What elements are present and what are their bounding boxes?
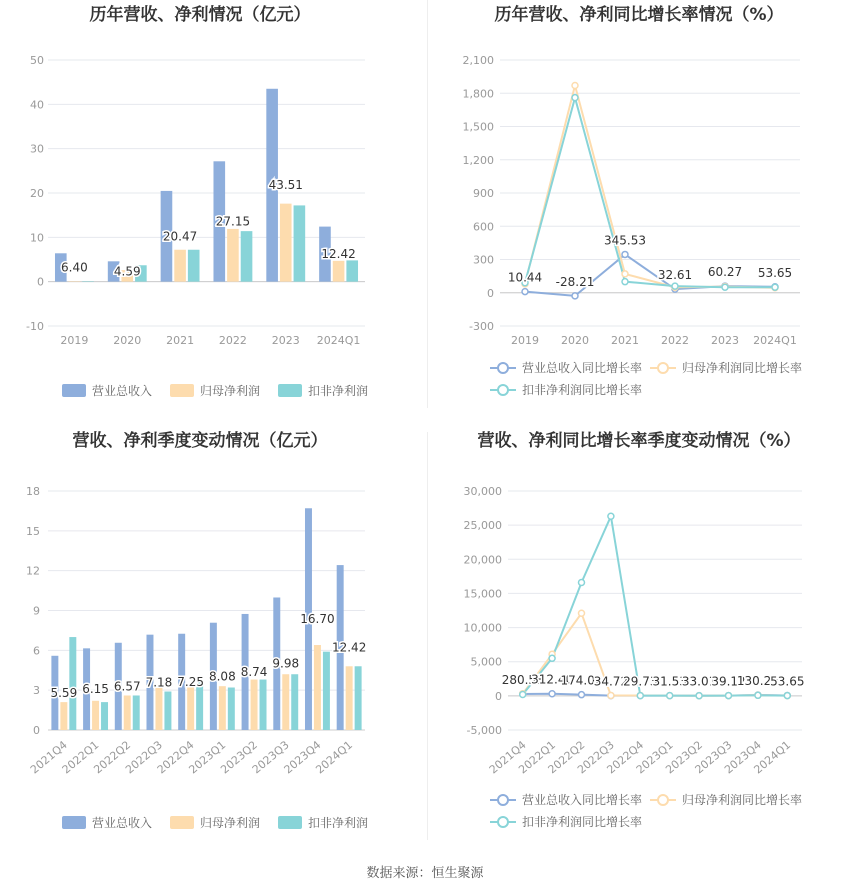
panel-annual-growth: [428, 0, 850, 420]
legend-label: 扣非净利润: [308, 816, 369, 830]
bar-net-profit: [60, 702, 67, 730]
x-tick-label: 2023Q4: [722, 738, 764, 777]
bar-net-profit: [69, 281, 81, 282]
data-label: 312.40: [531, 672, 574, 687]
x-tick-label: 2021Q4: [27, 738, 70, 777]
data-point: [522, 289, 528, 295]
y-tick-label: 18: [26, 485, 40, 498]
bar-net-profit: [314, 645, 321, 730]
bar-net-profit: [282, 674, 289, 730]
legend-swatch: [62, 816, 86, 829]
y-tick-label: 900: [473, 187, 494, 200]
bar-deducted-profit: [164, 691, 171, 730]
data-label: 4.59: [113, 264, 141, 279]
x-tick-label: 2023Q1: [633, 738, 676, 777]
x-tick-label: 2023: [271, 334, 300, 347]
bar-deducted-profit: [346, 260, 358, 281]
x-tick-label: 2024Q1: [753, 334, 797, 347]
panel-quarterly-growth: [428, 420, 850, 850]
data-point: [572, 82, 578, 88]
bar-net-profit: [280, 204, 292, 282]
data-label: 174.02: [560, 673, 603, 688]
y-tick-label: 1,800: [462, 87, 494, 101]
y-tick-label: -300: [469, 320, 494, 333]
bar-deducted-profit: [133, 695, 140, 730]
data-point: [572, 95, 578, 101]
data-label: 280.53: [501, 672, 544, 687]
y-tick-label: 15: [26, 524, 40, 538]
series-line: [525, 85, 775, 287]
data-point: [579, 610, 585, 616]
y-tick-label: 40: [30, 98, 44, 112]
bar-deducted-profit: [294, 205, 306, 281]
x-tick-label: 2022Q3: [123, 738, 165, 777]
legend-label: 营业总收入同比增长率: [522, 793, 643, 807]
data-label: -28.21: [555, 274, 595, 289]
annual-values-chart: [0, 0, 425, 420]
bar-net-profit: [92, 701, 99, 730]
x-tick-label: 2024Q1: [313, 738, 356, 777]
chart-title: 营收、净利同比增长率季度变动情况（%）: [477, 431, 801, 451]
legend-label: 扣非净利润: [308, 384, 369, 398]
x-tick-label: 2023Q2: [218, 738, 260, 777]
y-tick-label: 6: [33, 644, 40, 658]
bar-net-profit: [333, 261, 345, 282]
data-label: 8.08: [208, 669, 236, 684]
x-tick-label: 2022Q1: [59, 738, 102, 777]
data-label: 10.44: [507, 270, 543, 285]
y-tick-label: 5,000: [470, 655, 502, 669]
legend-label: 归母净利润同比增长率: [682, 793, 803, 807]
bar-deducted-profit: [323, 652, 330, 730]
legend-marker: [658, 363, 668, 373]
y-tick-label: 15,000: [463, 587, 502, 601]
x-tick-label: 2023Q1: [186, 738, 229, 777]
data-point: [667, 693, 673, 699]
data-point: [726, 693, 732, 699]
y-tick-label: 300: [473, 253, 494, 267]
data-label: 6.15: [82, 682, 109, 697]
bar-net-profit: [187, 688, 194, 730]
data-point: [637, 693, 643, 699]
data-label: 53.65: [757, 265, 793, 280]
y-tick-label: 25,000: [463, 519, 502, 533]
x-tick-label: 2023Q2: [663, 738, 706, 777]
data-point: [672, 283, 678, 289]
y-tick-label: 1,200: [462, 153, 494, 167]
x-tick-label: 2019: [60, 334, 89, 347]
y-tick-label: 1,500: [462, 120, 494, 134]
y-tick-label: 9: [33, 604, 40, 618]
quarterly-values-chart: [0, 420, 425, 850]
x-tick-label: 2023Q4: [281, 738, 324, 777]
data-point: [755, 692, 761, 698]
legend-swatch: [278, 384, 302, 397]
legend-swatch: [278, 816, 302, 829]
x-tick-label: 2024Q1: [316, 334, 361, 347]
data-point: [579, 580, 585, 586]
bar-net-profit: [219, 686, 226, 730]
data-point: [549, 655, 555, 661]
bar-deducted-profit: [101, 702, 108, 730]
y-tick-label: 0: [495, 689, 502, 703]
legend-label: 归母净利润: [200, 816, 261, 830]
bar-net-profit: [346, 666, 353, 730]
y-tick-label: 12: [26, 564, 40, 578]
data-label: 8.74: [240, 664, 268, 679]
y-tick-label: 0: [33, 724, 40, 737]
data-point: [784, 693, 790, 699]
data-point: [572, 293, 578, 299]
legend-label: 营业总收入: [92, 384, 153, 398]
y-tick-label: 10,000: [463, 621, 502, 635]
x-tick-label: 2023Q3: [249, 738, 292, 777]
data-label: 7.25: [177, 674, 205, 689]
legend-marker: [658, 795, 668, 805]
bar-deducted-profit: [188, 250, 200, 282]
data-label: 130.23: [736, 673, 779, 688]
y-tick-label: 20: [30, 187, 44, 200]
x-tick-label: 2021Q4: [486, 738, 529, 777]
bar-deducted-profit: [355, 666, 362, 730]
data-point: [622, 279, 628, 285]
data-label: 12.42: [331, 640, 367, 655]
bar-net-profit: [227, 229, 239, 282]
x-tick-label: 2020: [561, 334, 589, 347]
x-tick-label: 2023: [711, 334, 739, 347]
data-label: 16.70: [300, 612, 335, 627]
bar-deducted-profit: [69, 637, 76, 730]
x-tick-label: 2024Q1: [751, 738, 794, 777]
y-tick-label: 30: [30, 142, 44, 156]
x-tick-label: 2022: [218, 334, 247, 347]
x-tick-label: 2022: [661, 334, 689, 347]
x-tick-label: 2022Q4: [604, 738, 647, 777]
legend-swatch: [170, 384, 194, 397]
panel-annual-values: [0, 0, 425, 420]
legend-label: 归母净利润: [200, 384, 261, 398]
x-tick-label: 2020: [113, 334, 142, 347]
y-tick-label: 600: [473, 220, 494, 234]
data-label: 31.53: [652, 674, 687, 689]
data-label: 32.61: [657, 268, 693, 283]
data-point: [622, 251, 628, 257]
y-tick-label: -5,000: [466, 724, 502, 737]
legend-marker: [498, 385, 508, 395]
data-label: 29.73: [623, 674, 658, 689]
data-label: 34.72: [593, 674, 629, 689]
series-line: [523, 516, 788, 695]
data-label: 27.15: [215, 214, 251, 229]
chart-title: 营收、净利季度变动情况（亿元）: [72, 431, 328, 451]
data-label: 9.98: [272, 656, 300, 671]
quarterly-growth-chart: [428, 420, 850, 850]
legend-label: 归母净利润同比增长率: [682, 361, 803, 375]
data-label: 20.47: [162, 229, 198, 244]
y-tick-label: 50: [30, 54, 44, 67]
x-tick-label: 2022Q2: [91, 738, 134, 777]
data-label: 5.59: [50, 685, 78, 700]
annual-growth-chart: [428, 0, 850, 420]
panel-quarterly-values: [0, 420, 425, 850]
data-point: [696, 693, 702, 699]
data-point: [608, 513, 614, 519]
legend-marker: [498, 817, 508, 827]
data-label: 60.27: [707, 265, 743, 280]
legend-label: 营业总收入: [92, 816, 153, 830]
data-point: [622, 271, 628, 277]
data-label: 12.42: [321, 247, 356, 262]
legend-swatch: [62, 384, 86, 397]
legend-label: 扣非净利润同比增长率: [522, 383, 643, 397]
chart-title: 历年营收、净利同比增长率情况（%）: [494, 5, 784, 25]
bar-net-profit: [124, 695, 131, 730]
data-point: [520, 691, 526, 697]
x-tick-label: 2022Q4: [154, 738, 197, 777]
legend-marker: [498, 363, 508, 373]
data-point: [772, 284, 778, 290]
y-tick-label: 0: [37, 275, 44, 289]
data-label: 7.18: [145, 675, 173, 690]
y-tick-label: 20,000: [463, 553, 502, 567]
data-label: 39.12: [711, 674, 746, 689]
data-label: 6.40: [61, 260, 88, 275]
data-source-note: 数据来源：恒生聚源: [366, 866, 484, 881]
y-tick-label: 30,000: [463, 485, 502, 498]
bar-deducted-profit: [228, 688, 235, 730]
bar-deducted-profit: [241, 231, 253, 282]
data-label: 345.53: [604, 233, 646, 248]
x-tick-label: 2019: [511, 334, 539, 347]
y-tick-label: 3: [33, 684, 40, 698]
x-tick-label: 2021: [611, 334, 639, 347]
data-point: [608, 693, 614, 699]
bar-net-profit: [155, 688, 162, 730]
data-point: [579, 692, 585, 698]
data-label: 6.57: [113, 679, 141, 694]
data-label: 53.65: [770, 674, 805, 689]
data-label: 43.51: [268, 178, 303, 193]
y-tick-label: 2,100: [462, 54, 494, 67]
y-tick-label: -10: [26, 320, 44, 333]
bar-net-profit: [174, 250, 186, 282]
y-tick-label: 10: [30, 231, 44, 245]
bar-deducted-profit: [260, 680, 267, 730]
legend-label: 营业总收入同比增长率: [522, 361, 643, 375]
legend-label: 扣非净利润同比增长率: [522, 815, 643, 829]
bar-deducted-profit: [82, 281, 94, 282]
bar-deducted-profit: [291, 674, 298, 730]
y-tick-label: 0: [487, 286, 494, 300]
x-tick-label: 2023Q3: [692, 738, 735, 777]
legend-marker: [498, 795, 508, 805]
data-point: [549, 691, 555, 697]
data-label: 33.01: [681, 674, 717, 689]
chart-title: 历年营收、净利情况（亿元）: [89, 5, 311, 25]
x-tick-label: 2022Q3: [575, 738, 617, 777]
bar-net-profit: [251, 680, 258, 730]
x-tick-label: 2022Q1: [516, 738, 559, 777]
legend-swatch: [170, 816, 194, 829]
data-point: [722, 284, 728, 290]
x-tick-label: 2022Q2: [545, 738, 588, 777]
x-tick-label: 2021: [166, 334, 195, 347]
